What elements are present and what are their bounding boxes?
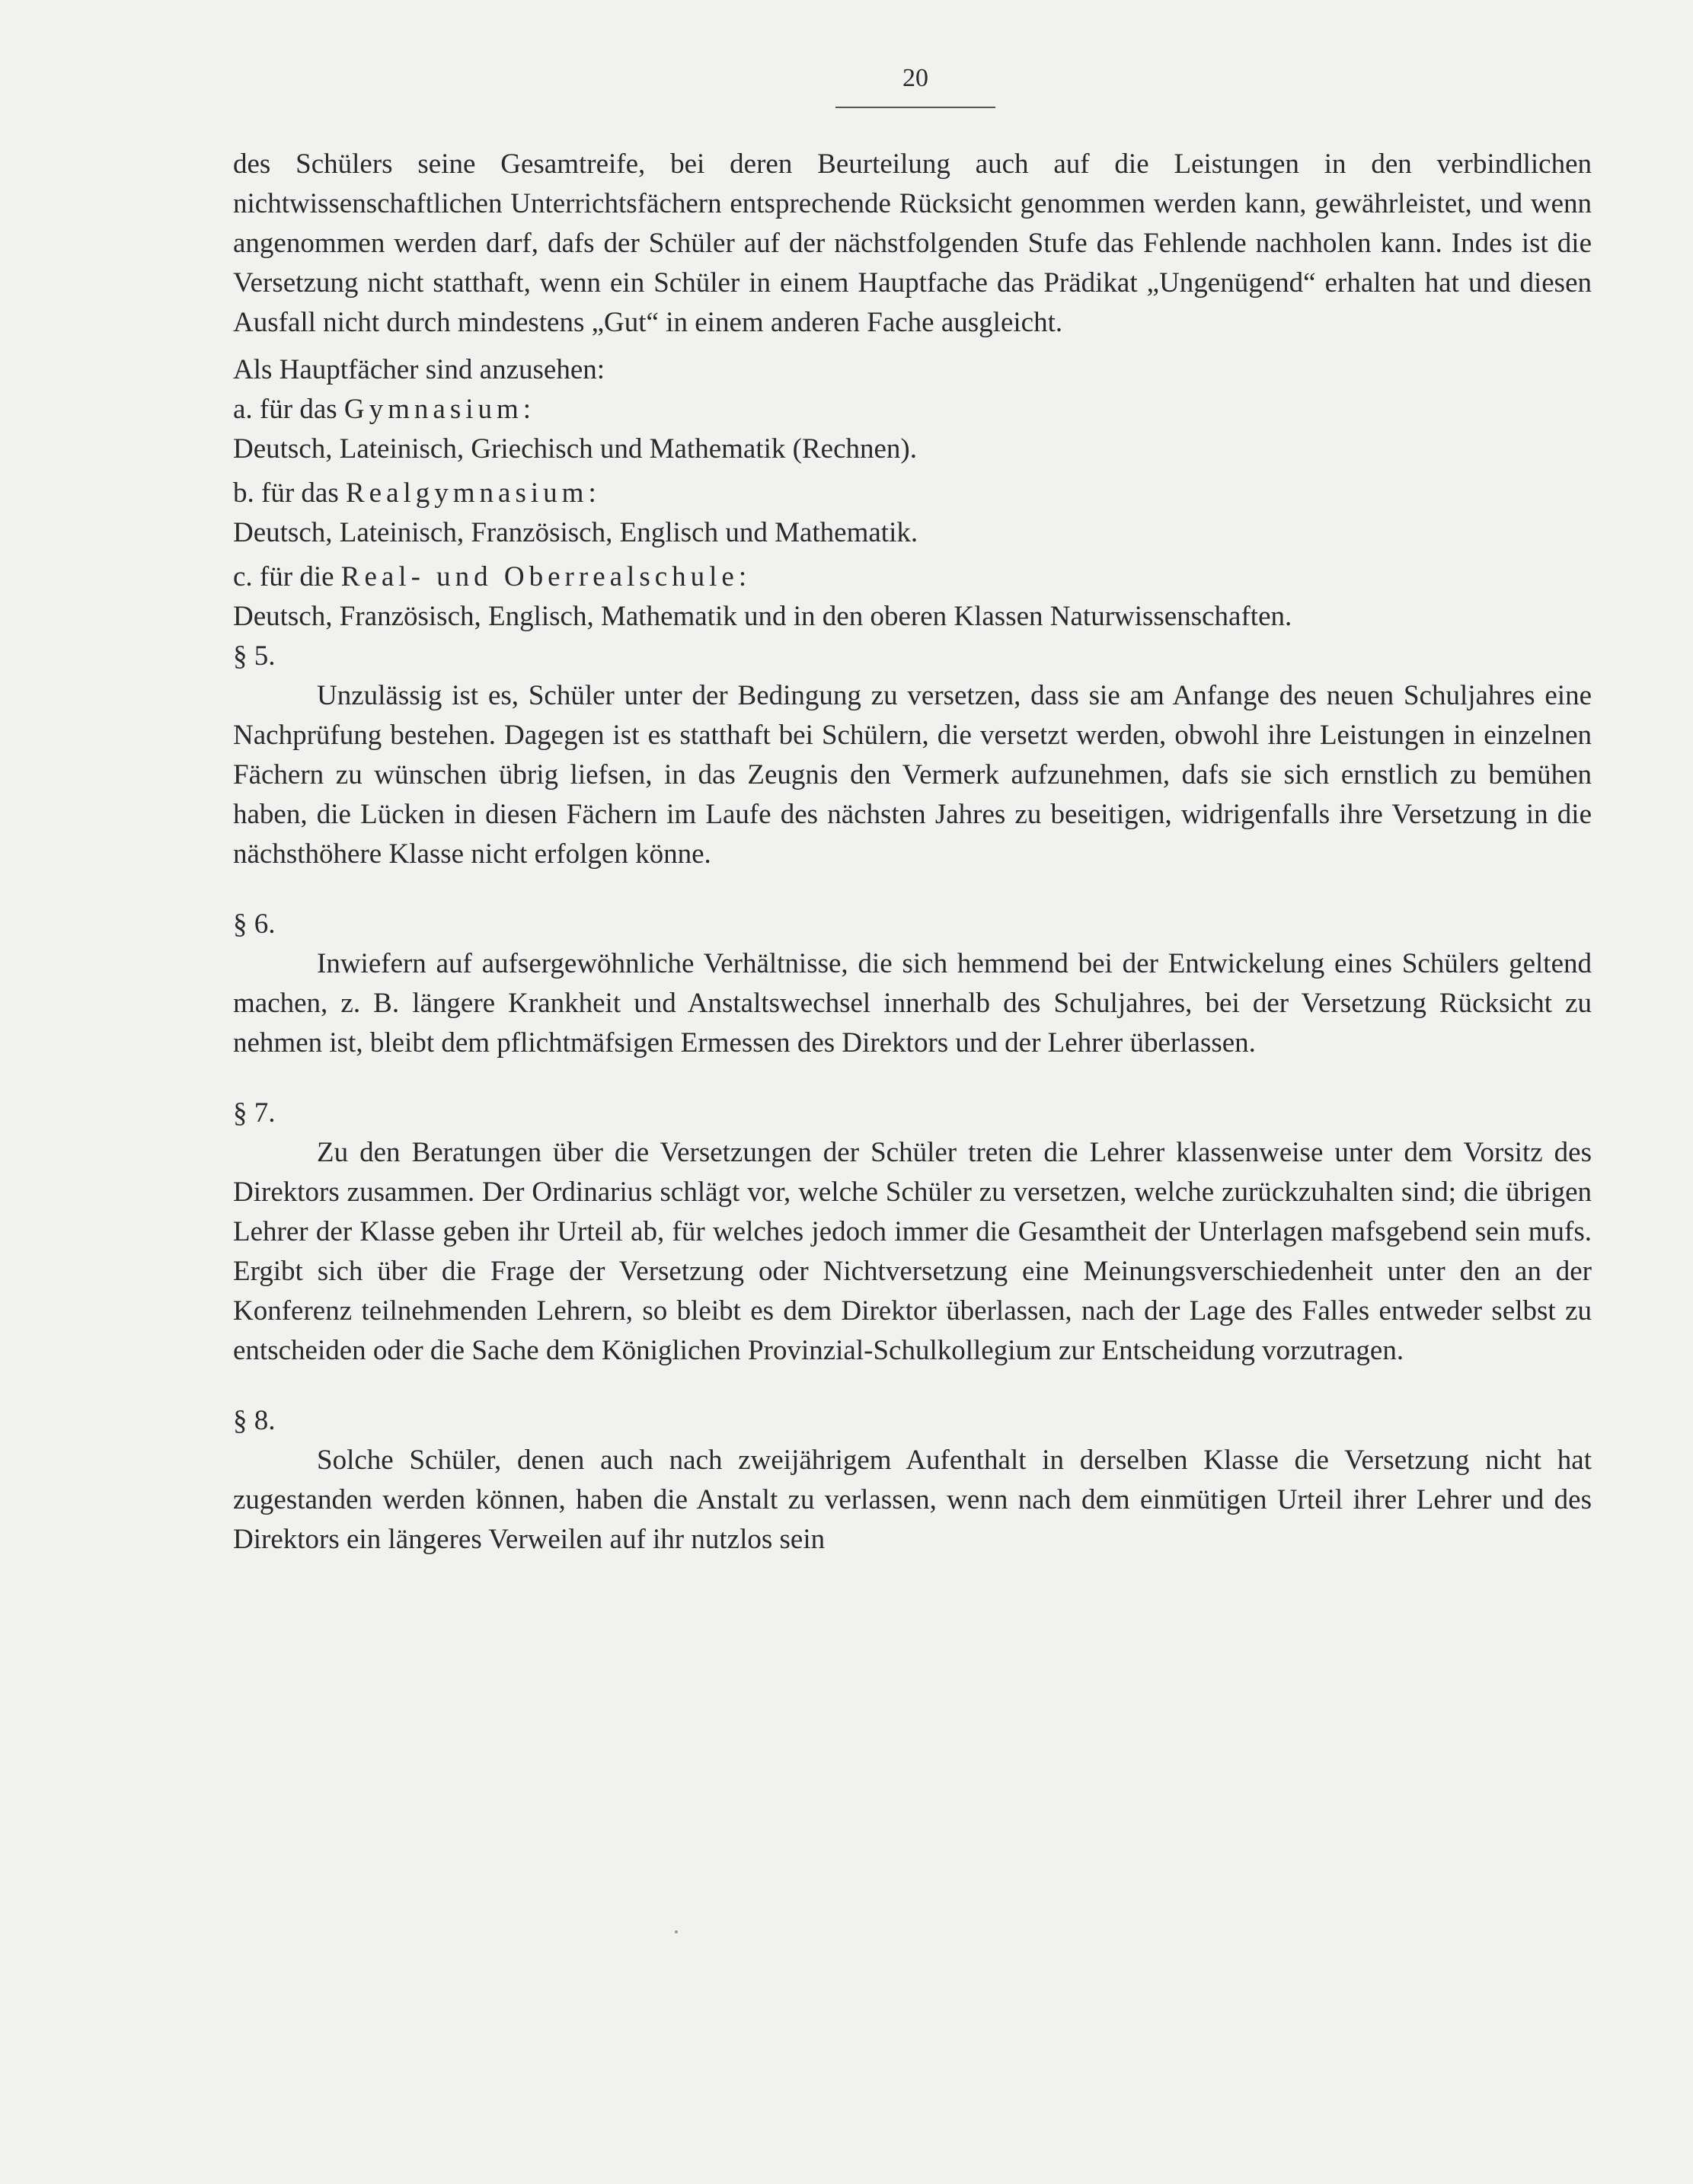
- list-item-c-label: c. für die Real- und Oberrealschule:: [233, 561, 747, 592]
- list-item-a-label: a. für das Gymnasium:: [233, 394, 532, 425]
- school-type: Real- und Oberrealschule: [340, 561, 739, 592]
- paper-speck: [675, 1930, 678, 1933]
- section-7-text: Zu den Beratungen über die Versetzungen der Schüler treten die Lehrer klassenweise unter dem Vorsitz des Direktors zusammen. Der Ordinarius schlägt vor, welche Schüler zu versetzen, welche zurückzuhalten sind; die übrigen Lehrer der Klasse geben ihr Urteil ab, für welches jedoch immer die Gesamtheit der Unterlagen mafsgebend sein mufs. Ergibt sich über die Frage der Versetzung oder Nichtversetzung eine Meinungsverschiedenheit unter den an der Konferenz teilnehmenden Lehrern, so bleibt es dem Direktor überlassen, nach der Lage des Falles entweder selbst zu entscheiden oder die Sache dem Königlichen Provinzial-Schulkollegium zur Entscheidung vorzutragen.: [233, 1137, 1592, 1366]
- section-8-heading: § 8.: [233, 1405, 276, 1436]
- section-6-text: Inwiefern auf aufsergewöhnliche Verhältnisse, die sich hemmend bei der Entwickelung eines Schülers geltend machen, z. B. längere Krankheit und Anstaltswechsel innerhalb des Schuljahres, bei der Versetzung Rücksicht zu nehmen ist, bleibt dem pflichtmäfsigen Ermessen des Direktors und der Lehrer überlassen.: [233, 948, 1592, 1058]
- school-type: Realgymnasium: [345, 477, 589, 509]
- section-5-heading: § 5.: [233, 640, 276, 672]
- list-item-b-label: b. für das Realgymnasium:: [233, 477, 596, 509]
- page-body: [233, 145, 1592, 1560]
- list-item-b-subjects: Deutsch, Lateinisch, Französisch, Englisch und Mathematik.: [233, 517, 918, 548]
- page-number: 20: [902, 64, 928, 92]
- school-type: Gymnasium: [343, 394, 523, 425]
- section-5-text: Unzulässig ist es, Schüler unter der Bedingung zu versetzen, dass sie am Anfange des neuen Schuljahres eine Nachprüfung bestehen. Dagegen ist es statthaft bei Schülern, die versetzt werden, obwohl ihre Leistungen in einzelnen Fächern zu wünschen übrig liefsen, in das Zeugnis den Vermerk aufzunehmen, dafs sie sich ernstlich zu bemühen haben, die Lücken in diesen Fächern im Laufe des nächsten Jahres zu beseitigen, widrigenfalls ihre Versetzung in die nächsthöhere Klasse nicht erfolgen könne.: [233, 680, 1592, 870]
- section-6-heading: § 6.: [233, 908, 276, 940]
- section-8-text: Solche Schüler, denen auch nach zweijährigem Aufenthalt in derselben Klasse die Versetzung nicht hat zugestanden werden können, haben die Anstalt zu verlassen, wenn nach dem einmütigen Urteil ihrer Lehrer und des Direktors ein längeres Verweilen auf ihr nutzlos sein: [233, 1445, 1592, 1555]
- intro-paragraph: des Schülers seine Gesamtreife, bei deren Beurteilung auch auf die Leistungen in den verbindlichen nichtwissenschaftlichen Unterrichtsfächern entsprechende Rücksicht genommen werden kann, gewährleistet, und wenn angenommen werden darf, dafs der Schüler auf der nächstfolgenden Stufe das Fehlende nachholen kann. Indes ist die Versetzung nicht statthaft, wenn ein Schüler in einem Hauptfache das Prädikat „Ungenügend“ erhalten hat und diesen Ausfall nicht durch mindestens „Gut“ in einem anderen Fache ausgleicht.: [233, 148, 1592, 338]
- list-item-a-subjects: Deutsch, Lateinisch, Griechisch und Mathematik (Rechnen).: [233, 433, 917, 465]
- section-7-heading: § 7.: [233, 1097, 276, 1129]
- subjects-intro: Als Hauptfächer sind anzusehen:: [233, 354, 605, 385]
- header-rule: [835, 107, 995, 108]
- list-item-c-subjects: Deutsch, Französisch, Englisch, Mathematik und in den oberen Klassen Naturwissenschaften.: [233, 601, 1292, 632]
